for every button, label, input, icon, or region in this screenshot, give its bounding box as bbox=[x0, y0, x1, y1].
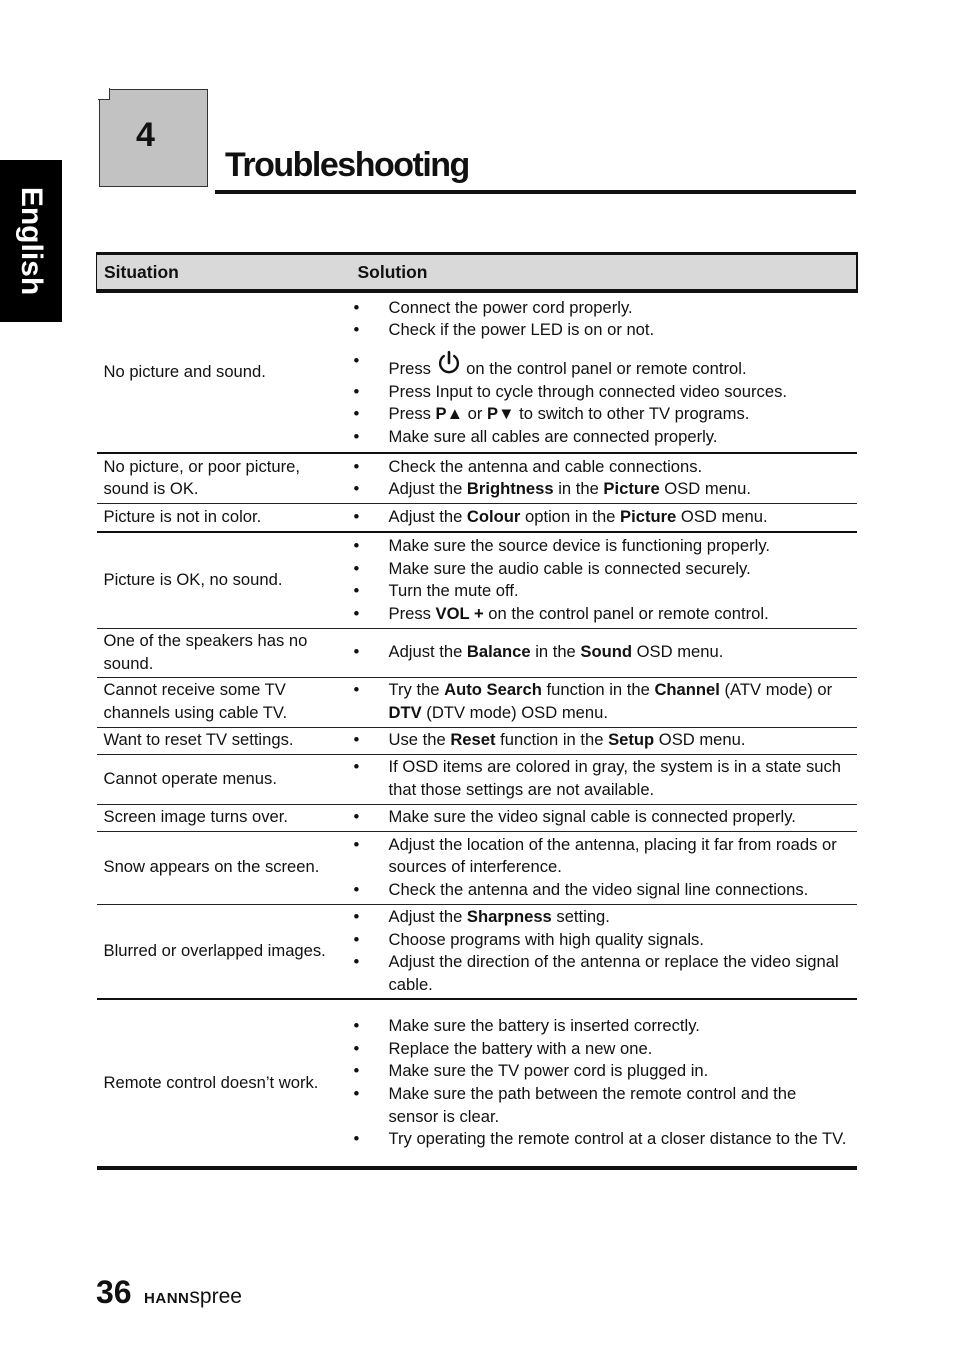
solution-text: function in the bbox=[495, 730, 609, 750]
solution-cell bbox=[351, 999, 857, 1168]
solution-cell bbox=[351, 754, 857, 804]
solution-cell bbox=[351, 291, 857, 453]
solution-text: Try the bbox=[388, 680, 445, 700]
solution-keyword: Sharpness bbox=[466, 907, 552, 927]
solution-text: Make sure the TV power cord is plugged in. bbox=[388, 1061, 709, 1081]
solution-keyword: Picture bbox=[620, 506, 677, 526]
situation-cell: Picture is not in color. bbox=[97, 503, 351, 532]
solution-text: Make sure the path between the remote control and the sensor is clear. bbox=[388, 1084, 797, 1126]
header-solution: Solution bbox=[351, 254, 857, 292]
solution-keyword: Sound bbox=[580, 642, 633, 662]
solution-text: (DTV mode) OSD menu. bbox=[421, 703, 608, 722]
situation-cell: Snow appears on the screen. bbox=[97, 831, 351, 904]
solution-item bbox=[351, 1083, 857, 1128]
solution-keyword: P▲ bbox=[435, 404, 464, 424]
situation-cell: Picture is OK, no sound. bbox=[97, 532, 351, 628]
header-situation: Situation bbox=[97, 254, 351, 292]
situation-cell: Blurred or overlapped images. bbox=[97, 904, 351, 999]
solution-list bbox=[351, 834, 857, 902]
solution-text: (ATV mode) or bbox=[719, 680, 833, 700]
solution-keyword: Auto Search bbox=[444, 680, 542, 700]
solution-text: or bbox=[463, 404, 488, 424]
solution-cell bbox=[351, 677, 857, 727]
solution-item bbox=[351, 603, 857, 626]
solution-list bbox=[351, 806, 857, 829]
solution-text: in the bbox=[530, 642, 581, 662]
solution-list bbox=[351, 535, 857, 625]
table-row bbox=[97, 503, 857, 532]
solution-item bbox=[351, 1038, 857, 1061]
solution-item bbox=[351, 1128, 857, 1151]
solution-item bbox=[351, 879, 857, 902]
solution-keyword: DTV bbox=[388, 703, 422, 722]
table-row bbox=[97, 532, 857, 628]
solution-item bbox=[351, 1015, 857, 1038]
brand-logo-light: spree bbox=[189, 1285, 242, 1308]
solution-text: OSD menu. bbox=[659, 479, 751, 499]
situation-cell: Want to reset TV settings. bbox=[97, 727, 351, 754]
solution-text: Adjust the bbox=[388, 642, 467, 662]
solution-item bbox=[351, 679, 857, 724]
solution-keyword: VOL + bbox=[435, 603, 484, 623]
solution-item bbox=[351, 381, 857, 404]
table-header-row bbox=[97, 254, 857, 292]
situation-cell: Cannot receive some TV channels using cable TV. bbox=[97, 677, 351, 727]
language-tab bbox=[0, 160, 62, 322]
solution-text: Make sure the video signal cable is connected properly. bbox=[388, 807, 796, 827]
solution-item bbox=[351, 506, 857, 529]
solution-cell bbox=[351, 727, 857, 754]
solution-text: Check if the power LED is on or not. bbox=[388, 320, 655, 340]
table-row bbox=[97, 831, 857, 904]
solution-text: Use the bbox=[388, 730, 451, 750]
solution-item bbox=[351, 1060, 857, 1083]
solution-keyword: Setup bbox=[608, 730, 655, 750]
language-tab-label: English bbox=[15, 186, 48, 296]
solution-list bbox=[351, 641, 857, 664]
solution-text: Turn the mute off. bbox=[388, 581, 519, 601]
solution-text: function in the bbox=[541, 680, 655, 700]
solution-text: Press Input to cycle through connected video sources. bbox=[388, 381, 787, 401]
solution-text: Try operating the remote control at a closer distance to the TV. bbox=[388, 1129, 847, 1149]
solution-item bbox=[351, 403, 857, 426]
solution-item bbox=[351, 426, 857, 449]
situation-cell: One of the speakers has no sound. bbox=[97, 628, 351, 677]
solution-text: Make sure the audio cable is connected securely. bbox=[388, 558, 751, 578]
solution-cell bbox=[351, 532, 857, 628]
title-underline bbox=[215, 190, 856, 194]
solution-text: OSD menu. bbox=[654, 730, 746, 750]
solution-list bbox=[351, 729, 857, 752]
solution-text: Adjust the direction of the antenna or replace the video signal cable. bbox=[388, 952, 839, 994]
solution-text: Make sure the source device is functioning properly. bbox=[388, 536, 771, 556]
solution-text: on the control panel or remote control. bbox=[483, 603, 769, 623]
solution-item bbox=[351, 951, 857, 996]
chapter-box-corner bbox=[98, 88, 110, 100]
situation-cell: No picture, or poor picture, sound is OK. bbox=[97, 453, 351, 503]
solution-text: Connect the power cord properly. bbox=[388, 297, 633, 317]
solution-keyword: Colour bbox=[466, 506, 521, 526]
solution-item bbox=[351, 729, 857, 752]
solution-text: in the bbox=[553, 479, 604, 499]
solution-text: If OSD items are colored in gray, the system is in a state such that those settings are not available. bbox=[388, 757, 842, 799]
solution-text: Check the antenna and cable connections. bbox=[388, 456, 703, 476]
table-row bbox=[97, 804, 857, 831]
situation-cell: Remote control doesn’t work. bbox=[97, 999, 351, 1168]
solution-text: option in the bbox=[520, 506, 621, 526]
table-row bbox=[97, 628, 857, 677]
solution-text: Press bbox=[388, 603, 436, 623]
solution-item bbox=[351, 456, 857, 479]
solution-cell bbox=[351, 904, 857, 999]
chapter-number-box bbox=[99, 89, 208, 187]
solution-text: Replace the battery with a new one. bbox=[388, 1038, 653, 1058]
solution-list bbox=[351, 906, 857, 996]
solution-text: Check the antenna and the video signal line connections. bbox=[388, 879, 809, 899]
solution-item bbox=[351, 350, 857, 381]
solution-text: Adjust the bbox=[388, 506, 467, 526]
solution-item bbox=[351, 319, 857, 342]
solution-cell bbox=[351, 831, 857, 904]
table-row bbox=[97, 453, 857, 503]
solution-list bbox=[351, 1015, 857, 1151]
solution-keyword: Reset bbox=[450, 730, 496, 750]
solution-item bbox=[351, 756, 857, 801]
solution-text: Press bbox=[388, 404, 436, 424]
table-row bbox=[97, 727, 857, 754]
page-footer bbox=[96, 1274, 242, 1311]
table-body bbox=[97, 291, 857, 1168]
table-row bbox=[97, 291, 857, 453]
chapter-number: 4 bbox=[136, 116, 155, 154]
solution-list bbox=[351, 679, 857, 724]
solution-text: OSD menu. bbox=[676, 506, 768, 526]
table-row bbox=[97, 754, 857, 804]
solution-item bbox=[351, 806, 857, 829]
solution-keyword: P▼ bbox=[487, 404, 515, 424]
solution-text: to switch to other TV programs. bbox=[514, 404, 750, 424]
solution-item bbox=[351, 478, 857, 501]
solution-list bbox=[351, 506, 857, 529]
solution-text: OSD menu. bbox=[632, 642, 724, 662]
solution-cell bbox=[351, 804, 857, 831]
page-number: 36 bbox=[96, 1274, 132, 1310]
solution-text: Adjust the location of the antenna, placing it far from roads or sources of interference. bbox=[388, 834, 837, 877]
solution-text: on the control panel or remote control. bbox=[461, 358, 747, 378]
solution-text: Press bbox=[388, 358, 436, 378]
table-row bbox=[97, 677, 857, 727]
solution-item bbox=[351, 558, 857, 581]
solution-keyword: Channel bbox=[654, 680, 720, 700]
solution-cell bbox=[351, 628, 857, 677]
troubleshooting-table bbox=[96, 252, 858, 1170]
solution-item bbox=[351, 906, 857, 929]
solution-item bbox=[351, 929, 857, 952]
solution-keyword: Balance bbox=[466, 642, 531, 662]
situation-cell: Screen image turns over. bbox=[97, 804, 351, 831]
solution-text: Choose programs with high quality signals. bbox=[388, 929, 704, 949]
solution-list bbox=[351, 756, 857, 801]
brand-logo bbox=[144, 1283, 242, 1308]
solution-item bbox=[351, 297, 857, 320]
solution-item bbox=[351, 535, 857, 558]
table-row bbox=[97, 999, 857, 1168]
solution-item bbox=[351, 834, 857, 879]
situation-cell: No picture and sound. bbox=[97, 291, 351, 453]
solution-text: Adjust the bbox=[388, 479, 467, 499]
table-row bbox=[97, 904, 857, 999]
solution-cell bbox=[351, 453, 857, 503]
solution-text: setting. bbox=[551, 907, 610, 927]
solution-keyword: Picture bbox=[603, 479, 660, 499]
brand-logo-bold: HANN bbox=[144, 1290, 190, 1307]
power-icon bbox=[436, 350, 462, 376]
solution-list bbox=[351, 456, 857, 501]
solution-cell bbox=[351, 503, 857, 532]
solution-text: Make sure the battery is inserted correctly. bbox=[388, 1016, 700, 1036]
solution-item bbox=[351, 641, 857, 664]
solution-text: Make sure all cables are connected properly. bbox=[388, 426, 718, 446]
page-title: Troubleshooting bbox=[225, 146, 469, 184]
solution-text: Adjust the bbox=[388, 907, 467, 927]
situation-cell: Cannot operate menus. bbox=[97, 754, 351, 804]
solution-item bbox=[351, 580, 857, 603]
solution-keyword: Brightness bbox=[466, 479, 554, 499]
solution-list bbox=[351, 297, 857, 449]
